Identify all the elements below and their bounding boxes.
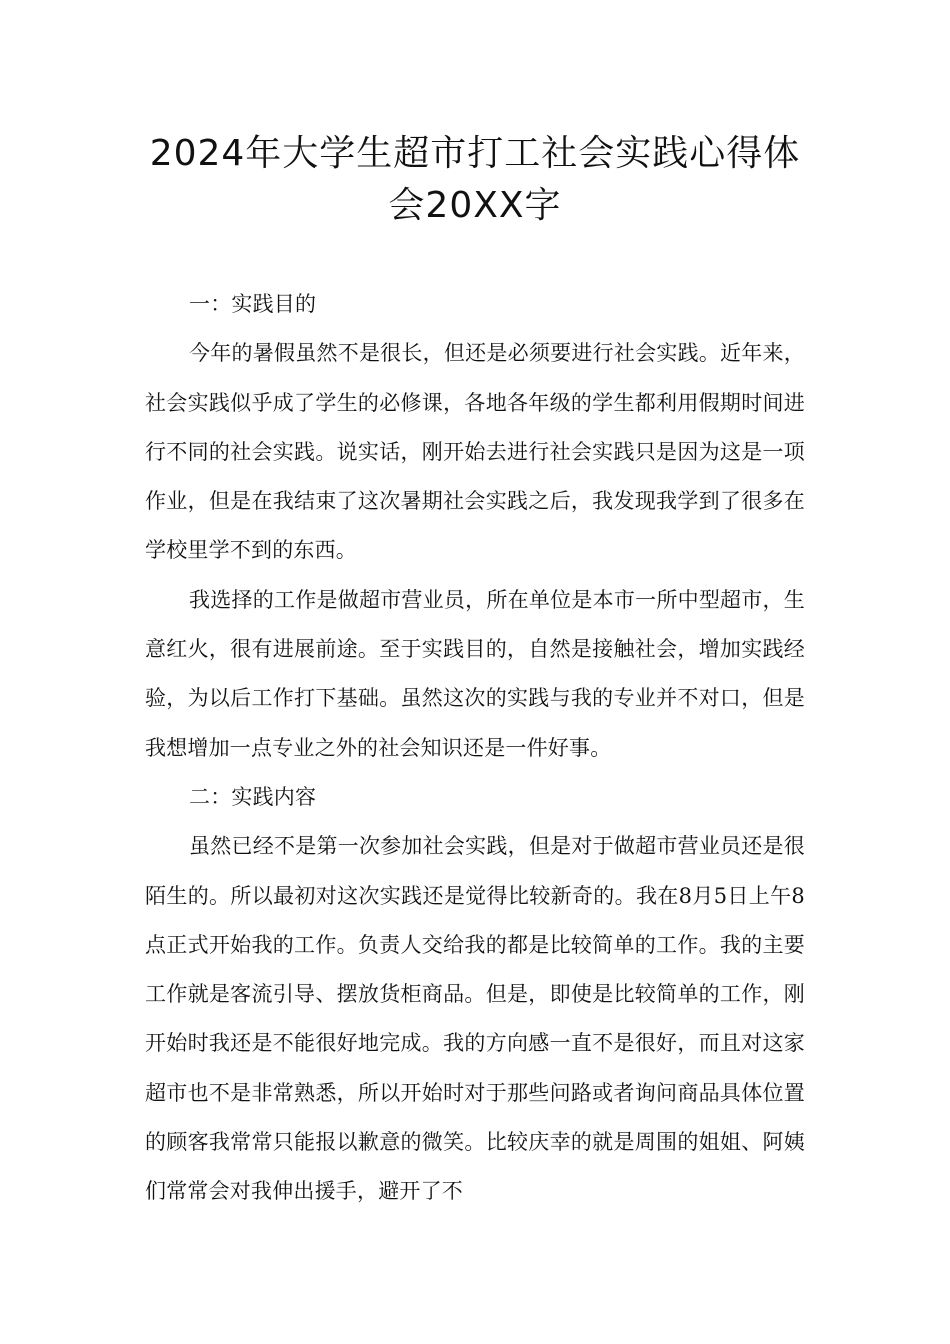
paragraph: 虽然已经不是第一次参加社会实践，但是对于做超市营业员还是很陌生的。所以最初对这次实践还是觉得比较新奇的。我在8月5日上午8点正式开始我的工作。负责人交给我的都是比较简单的工作。我的主要工作就是客流引导、摆放货柜商品。但是，即使是比较简单的工作，刚开始时我还是不能很好地完成。我的方向感一直不是很好，而且对这家超市也不是非常熟悉，所以开始时对于那些问路或者询问商品具体位置的顾客我常常只能报以歉意的微笑。比较庆幸的就是周围的姐姐、阿姨们常常会对我伸出援手，避开了不 xyxy=(145,834,805,1204)
title-line-2: 会20XX字 xyxy=(388,185,562,226)
paragraph: 今年的暑假虽然不是很长，但还是必须要进行社会实践。近年来，社会实践似乎成了学生的必修课，各地各年级的学生都利用假期时间进行不同的社会实践。说实话，刚开始去进行社会实践只是因为这是一项作业，但是在我结束了这次暑期社会实践之后，我发现我学到了很多在学校里学不到的东西。 xyxy=(145,341,805,563)
section-heading-purpose: 一：实践目的 xyxy=(189,292,317,316)
document-title xyxy=(120,128,830,232)
document-body xyxy=(145,280,805,1217)
section-heading-content: 二：实践内容 xyxy=(189,784,317,809)
paragraph: 我选择的工作是做超市营业员，所在单位是本市一所中型超市，生意红火，很有进展前途。至于实践目的，自然是接触社会，增加实践经验，为以后工作打下基础。虽然这次的实践与我的专业并不对口，但是我想增加一点专业之外的社会知识还是一件好事。 xyxy=(145,587,805,760)
title-line-1: 2024年大学生超市打工社会实践心得体 xyxy=(149,133,801,174)
